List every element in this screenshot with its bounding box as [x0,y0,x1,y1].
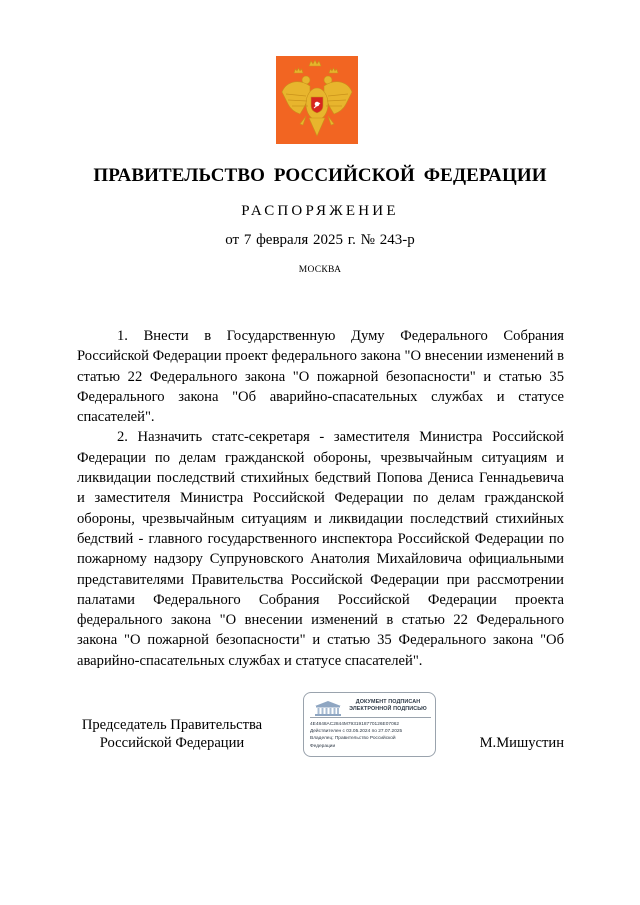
stamp-title-line1: ДОКУМЕНТ ПОДПИСАН [355,699,421,705]
stamp-serial: 4E4848AC2844M7931918770126E07062 [310,722,400,727]
paragraph-1: 1. Внести в Государственную Думу Федерального Собрания Российской Федерации проект федерального закона "О внесении изменений в статью 22 Федерального закона "О пожарной безопасности" и статью 35 Федерального закона "Об аварийно-спасательных службах и статусе спасателей". [77,328,564,426]
signatory-title-line1: Председатель Правительства [81,717,263,733]
signatory-name: М.Мишустин [479,735,564,751]
stamp-title [344,699,432,713]
document-type: РАСПОРЯЖЕНИЕ [241,203,399,219]
stamp-owner-line2: Федерации [310,743,336,749]
government-building-icon [313,699,343,717]
document-date-number: от 7 февраля 2025 г. № 243-р [225,232,415,248]
stamp-details [310,721,434,750]
stamp-divider [310,717,431,718]
paragraph-2: 2. Назначить статс-секретаря - заместителя Министра Российской Федерации по делам гражданской обороны, чрезвычайным ситуациям и ликвидации последствий стихийных бедствий Попова Дениса Геннадьевича и заместителя Министра Российской Федерации по делам гражданской обороны, чрезвычайным ситуациям и ликвидации последствий стихийных бедствий - главного государственного инспектора Российской Федерации по пожарному надзору Супруновского Анатолия Михайловича официальными представителями Правительства Российской Федерации при рассмотрении палатами Федерального Собрания Российской Федерации проекта федерального закона "О внесении изменений в статью 22 Федерального закона "О пожарной безопасности" и статью 35 Федерального закона "Об аварийно-спасательных службах и статусе спасателей". [77,429,564,669]
coat-of-arms-icon [276,56,358,144]
stamp-validity: Действителен с 03.05.2024 по 27.07.2025 [310,729,403,735]
document-body [77,326,564,671]
signatory-title [77,716,267,752]
signatory-title-line2: Российской Федерации [99,735,245,751]
document-city: МОСКВА [298,265,342,275]
electronic-signature-stamp [303,692,436,757]
stamp-title-line2: ЭЛЕКТРОННОЙ ПОДПИСЬЮ [349,706,427,712]
government-title: ПРАВИТЕЛЬСТВО РОССИЙСКОЙ ФЕДЕРАЦИИ [93,165,547,186]
stamp-owner-line1: Владелец: Правительство Российской [310,736,396,742]
